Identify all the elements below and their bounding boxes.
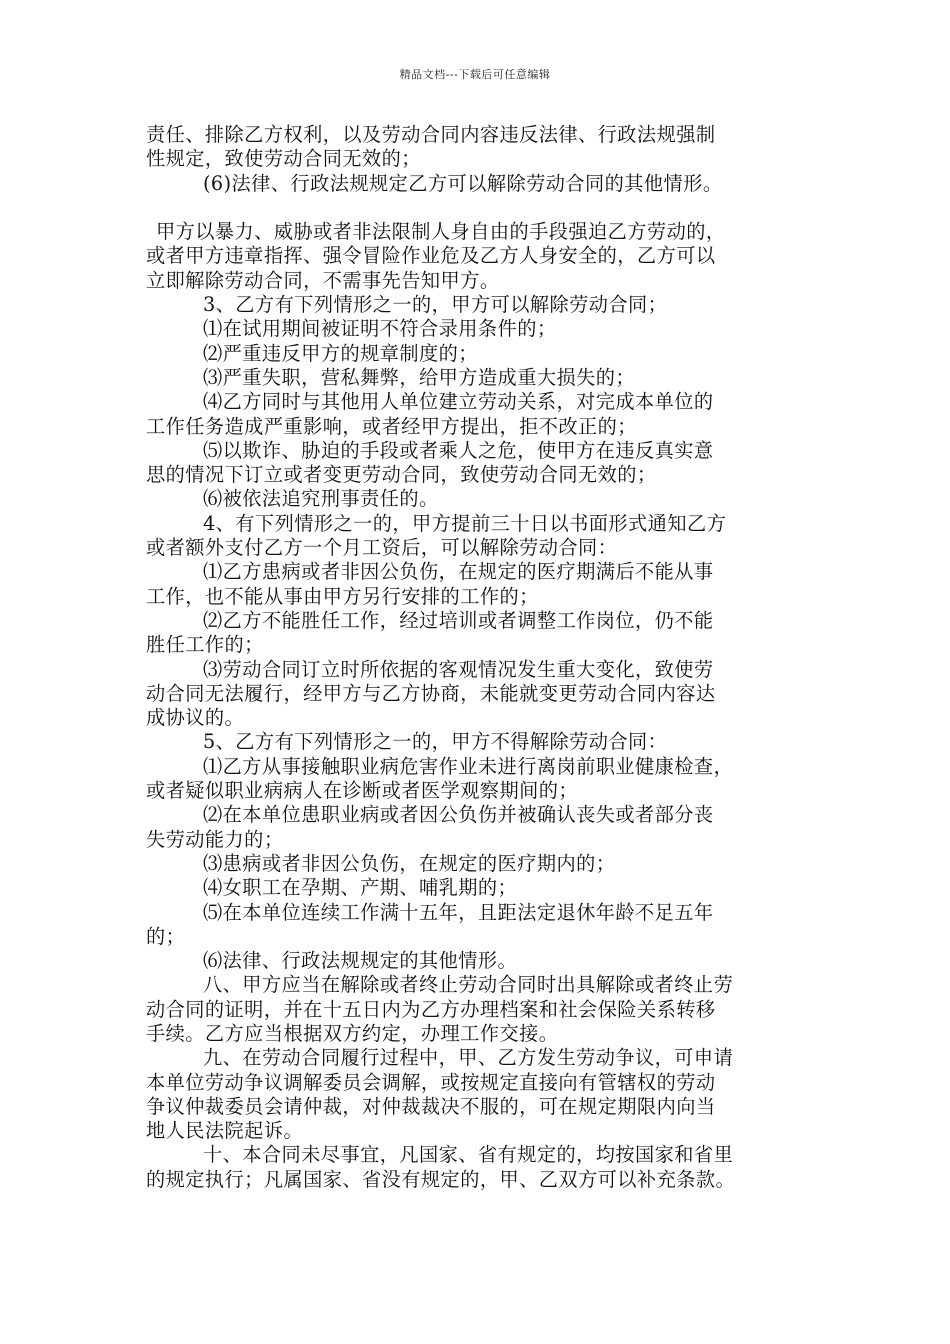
text-line: 失劳动能力的；	[146, 827, 284, 851]
page-header: 精品文档---下载后可任意编辑	[399, 68, 551, 81]
text-line: ⑷乙方同时与其他用人单位建立劳动关系，对完成本单位的	[203, 390, 714, 414]
text-line: ⑵在本单位患职业病或者因公负伤并被确认丧失或者部分丧	[203, 803, 714, 827]
text-line: 本单位劳动争议调解委员会调解，或按规定直接向有管辖权的劳动	[146, 1070, 716, 1094]
text-line: 手续。乙方应当根据双方约定，办理工作交接。	[146, 1021, 559, 1045]
text-line: ⑸在本单位连续工作满十五年，且距法定退休年龄不足五年	[203, 900, 714, 924]
text-line: 的；	[146, 924, 186, 948]
text-line: ⑵乙方不能胜任工作，经过培训或者调整工作岗位，仍不能	[203, 608, 714, 632]
text-line: ⑶劳动合同订立时所依据的客观情况发生重大变化，致使劳	[203, 657, 714, 681]
text-line: ⑴在试用期间被证明不符合录用条件的；	[203, 317, 557, 341]
text-line: ⑴乙方从事接触职业病危害作业未进行离岗前职业健康检查，	[203, 754, 734, 778]
text-line: ⑹法律、行政法规规定的其他情形。	[203, 949, 518, 973]
text-line: 胜任工作的；	[146, 633, 264, 657]
text-line: ⑸以欺诈、胁迫的手段或者乘人之危，使甲方在违反真实意	[203, 438, 714, 462]
text-line: (6)法律、行政法规规定乙方可以解除劳动合同的其他情形。	[203, 171, 723, 195]
text-line: ⑹被依法追究刑事责任的。	[203, 487, 439, 511]
text-line: 地人民法院起诉。	[146, 1119, 304, 1143]
text-line: 或者额外支付乙方一个月工资后，可以解除劳动合同：	[146, 536, 618, 560]
text-line: 十、本合同未尽事宜，凡国家、省有规定的，均按国家和省里	[203, 1143, 734, 1167]
text-line: 成协议的。	[146, 706, 245, 730]
text-line: 性规定，致使劳动合同无效的；	[146, 147, 421, 171]
text-line: 工作任务造成严重影响，或者经甲方提出，拒不改正的；	[146, 414, 637, 438]
text-line: ⑶患病或者非因公负伤，在规定的医疗期内的；	[203, 851, 616, 875]
text-line: 动合同无法履行，经甲方与乙方协商，未能就变更劳动合同内容达	[146, 681, 716, 705]
text-line: 4、有下列情形之一的，甲方提前三十日以书面形式通知乙方	[203, 511, 727, 535]
text-line: 5、乙方有下列情形之一的，甲方不得解除劳动合同：	[203, 730, 668, 754]
text-line: ⑶严重失职，营私舞弊，给甲方造成重大损失的；	[203, 365, 636, 389]
text-line: ⑵严重违反甲方的规章制度的；	[203, 341, 478, 365]
text-line: 八、甲方应当在解除或者终止劳动合同时出具解除或者终止劳	[203, 973, 734, 997]
text-line: 争议仲裁委员会请仲裁，对仲裁裁决不服的，可在规定期限内向当	[146, 1094, 716, 1118]
text-line: 立即解除劳动合同，不需事先告知甲方。	[146, 268, 500, 292]
text-line: 工作，也不能从事由甲方另行安排的工作的；	[146, 584, 539, 608]
text-line: ⑷女职工在孕期、产期、哺乳期的；	[203, 876, 518, 900]
text-line: ⑴乙方患病或者非因公负伤，在规定的医疗期满后不能从事	[203, 560, 714, 584]
text-line: 思的情况下订立或者变更劳动合同，致使劳动合同无效的；	[146, 463, 657, 487]
text-line: 责任、排除乙方权利，以及劳动合同内容违反法律、行政法规强制	[146, 123, 716, 146]
text-line: 九、在劳动合同履行过程中，甲、乙方发生劳动争议，可申请	[203, 1046, 734, 1070]
blank-line	[146, 196, 836, 220]
text-line: 3、乙方有下列情形之一的，甲方可以解除劳动合同；	[203, 293, 668, 317]
text-line: 甲方以暴力、威胁或者非法限制人身自由的手段强迫乙方劳动的，	[156, 220, 726, 244]
text-line: 或者疑似职业病病人在诊断或者医学观察期间的；	[146, 779, 579, 803]
text-line: 动合同的证明，并在十五日内为乙方办理档案和社会保险关系转移	[146, 997, 716, 1021]
document-body	[146, 123, 836, 1192]
text-line: 或者甲方违章指挥、强令冒险作业危及乙方人身安全的，乙方可以	[146, 244, 716, 268]
text-line: 的规定执行；凡属国家、省没有规定的，甲、乙双方可以补充条款。	[146, 1167, 736, 1191]
